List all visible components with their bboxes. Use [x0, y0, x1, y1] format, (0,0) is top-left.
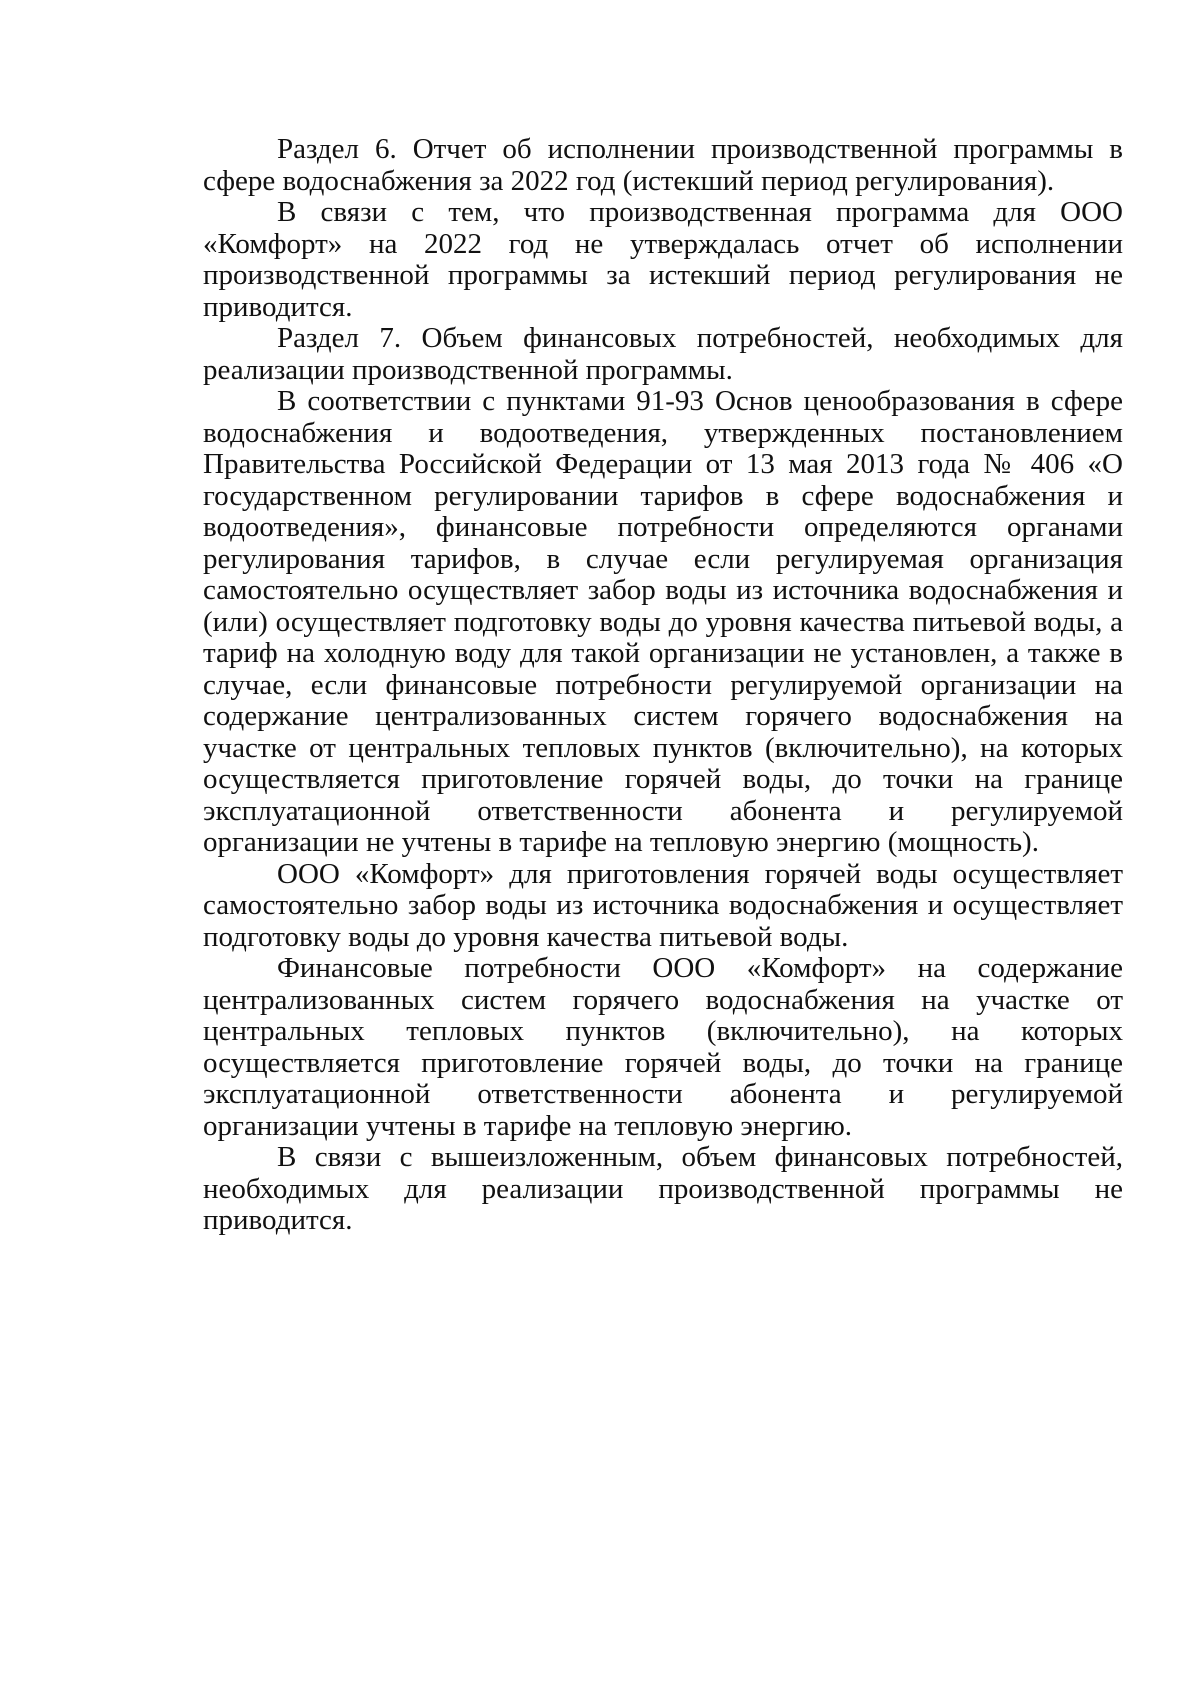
section-6-body-paragraph: В связи с тем, что производственная программа для ООО «Комфорт» на 2022 год не утверждалась отчет об исполнении производственной программы за истекший период регулирования не приводится.	[203, 196, 1123, 323]
financial-needs-paragraph: Финансовые потребности ООО «Комфорт» на содержание централизованных систем горячего водоснабжения на участке от центральных тепловых пунктов (включительно), на которых осуществляется приготовление горячей воды, до точки на границе эксплуатационной ответственности абонента и регулируемой организации учтены в тарифе на тепловую энергию.	[203, 952, 1123, 1142]
pricing-basis-paragraph: В соответствии с пунктами 91-93 Основ ценообразования в сфере водоснабжения и водоотведения, утвержденных постановлением Правительства Российской Федерации от 13 мая 2013 года № 406 «О государственном регулировании тарифов в сфере водоснабжения и водоотведения», финансовые потребности определяются органами регулирования тарифов, в случае если регулируемая организация самостоятельно осуществляет забор воды из источника водоснабжения и (или) осуществляет подготовку воды до уровня качества питьевой воды, а тариф на холодную воду для такой организации не установлен, а также в случае, если финансовые потребности регулируемой организации на содержание централизованных систем горячего водоснабжения на участке от центральных тепловых пунктов (включительно), на которых осуществляется приготовление горячей воды, до точки на границе эксплуатационной ответственности абонента и регулируемой организации не учтены в тарифе на тепловую энергию (мощность).	[203, 385, 1123, 858]
section-7-heading-paragraph: Раздел 7. Объем финансовых потребностей, необходимых для реализации производственной программы.	[203, 322, 1123, 386]
section-6-heading-paragraph: Раздел 6. Отчет об исполнении производственной программы в сфере водоснабжения за 2022 год (истекший период регулирования).	[203, 133, 1123, 197]
conclusion-paragraph: В связи с вышеизложенным, объем финансовых потребностей, необходимых для реализации производственной программы не приводится.	[203, 1141, 1123, 1236]
document-body	[203, 134, 1123, 1237]
water-intake-paragraph: ООО «Комфорт» для приготовления горячей воды осуществляет самостоятельно забор воды из источника водоснабжения и осуществляет подготовку воды до уровня качества питьевой воды.	[203, 857, 1123, 953]
